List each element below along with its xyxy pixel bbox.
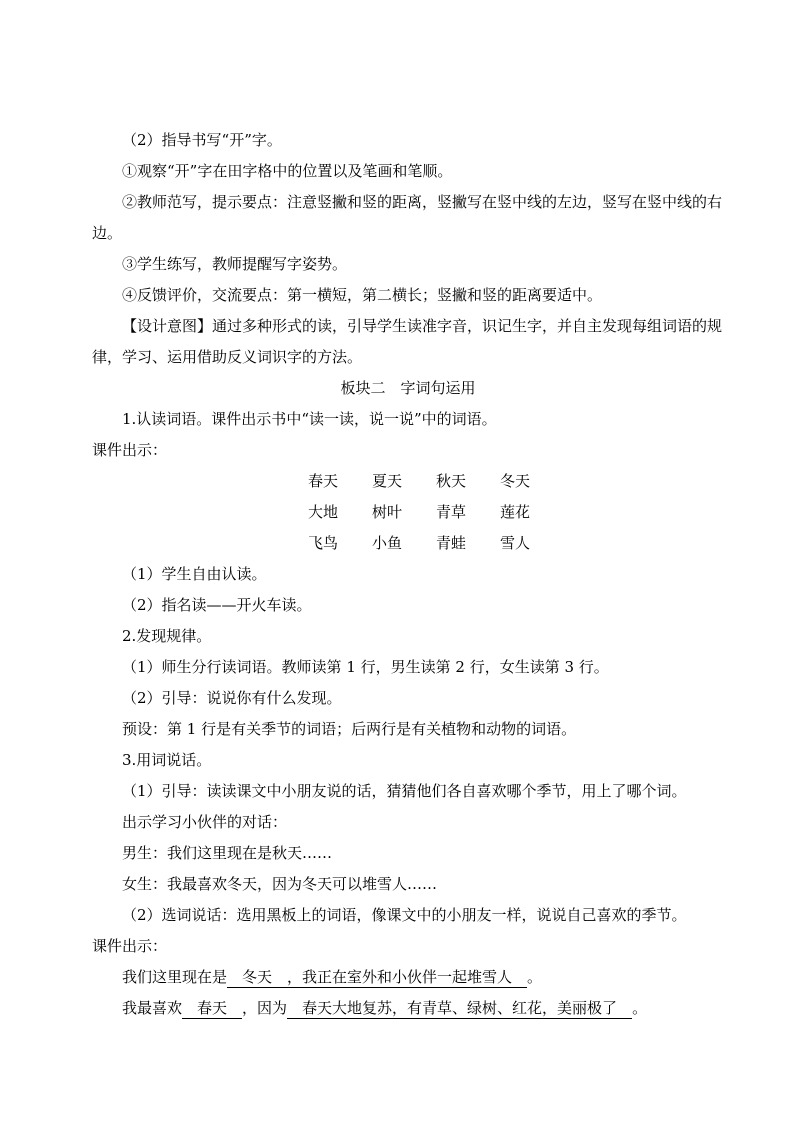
paragraph: （1）师生分行读词语。教师读第 1 行，男生读第 2 行，女生读第 3 行。 [122,658,609,676]
paragraph: 男生：我们这里现在是秋天…… [122,844,333,862]
word-cell: 春天 [308,472,339,490]
word-cell: 莲花 [500,503,531,521]
paragraph: （2）指名读——开火车读。 [122,596,312,614]
sentence-text: 我们这里现在是 [122,968,228,986]
filled-blank: 春天大地复苏，有青草、绿树、红花，美丽极了 [287,999,633,1017]
paragraph: 课件出示： [92,441,168,459]
filled-blank: 冬天 ， [227,968,303,986]
paragraph: 1.认读词语。课件出示书中“读一读，说一说”中的词语。 [122,410,497,428]
paragraph: 课件出示： [92,937,168,955]
paragraph: ②教师范写，提示要点：注意竖撇和竖的距离，竖撇写在竖中线的左边，竖写在竖中线的右边。 [92,193,723,242]
paragraph: 2.发现规律。 [122,627,212,645]
sentence-text: 我最喜欢 [122,999,183,1017]
sentence-text: 。 [632,999,648,1017]
paragraph: 预设：第 1 行是有关季节的词语；后两行是有关植物和动物的词语。 [122,720,577,738]
word-cell: 树叶 [372,503,403,521]
section-heading: 板块二 字词句运用 [340,379,476,397]
fill-sentence-2 [92,993,724,1024]
paragraph: 出示学习小伙伴的对话： [122,813,288,831]
paragraph: 3.用词说话。 [122,751,212,769]
paragraph: 女生：我最喜欢冬天，因为冬天可以堆雪人…… [122,875,438,893]
fill-sentence-1 [92,962,724,993]
paragraph: （2）引导：说说你有什么发现。 [122,689,342,707]
paragraph: ③学生练写，教师提醒写字姿势。 [122,255,348,273]
paragraph: （1）学生自由认读。 [122,565,267,583]
document-page [92,125,724,1024]
word-cell: 秋天 [436,472,467,490]
paragraph: （2）选词说话：选用黑板上的词语，像课文中的小朋友一样，说说自己喜欢的季节。 [122,906,687,924]
word-grid-row [308,528,724,559]
word-cell: 大地 [308,503,339,521]
word-grid-row [308,466,724,497]
paragraph: ①观察“开”字在田字格中的位置以及笔画和笔顺。 [122,162,453,180]
word-cell: 飞鸟 [308,534,339,552]
word-cell: 青草 [436,503,467,521]
paragraph: （1）引导：读读课文中小朋友说的话，猜猜他们各自喜欢哪个季节，用上了哪个词。 [122,782,687,800]
filled-blank: 我正在室外和小伙伴一起堆雪人 [302,968,528,986]
word-cell: 小鱼 [372,534,403,552]
sentence-text: 。 [527,968,543,986]
paragraph: ④反馈评价，交流要点：第一横短，第二横长；竖撇和竖的距离要适中。 [122,286,603,304]
word-cell: 青蛙 [436,534,467,552]
word-grid [308,466,724,559]
sentence-text: ，因为 [242,999,288,1017]
word-cell: 雪人 [500,534,531,552]
paragraph: （2）指导书写“开”字。 [122,131,282,149]
design-intent-paragraph: 【设计意图】通过多种形式的读，引导学生读准字音，识记生字，并自主发现每组词语的规律，学习、运用借助反义词识字的方法。 [92,317,723,366]
filled-blank: 春天 [182,999,243,1017]
word-cell: 夏天 [372,472,403,490]
word-grid-row [308,497,724,528]
word-cell: 冬天 [500,472,531,490]
